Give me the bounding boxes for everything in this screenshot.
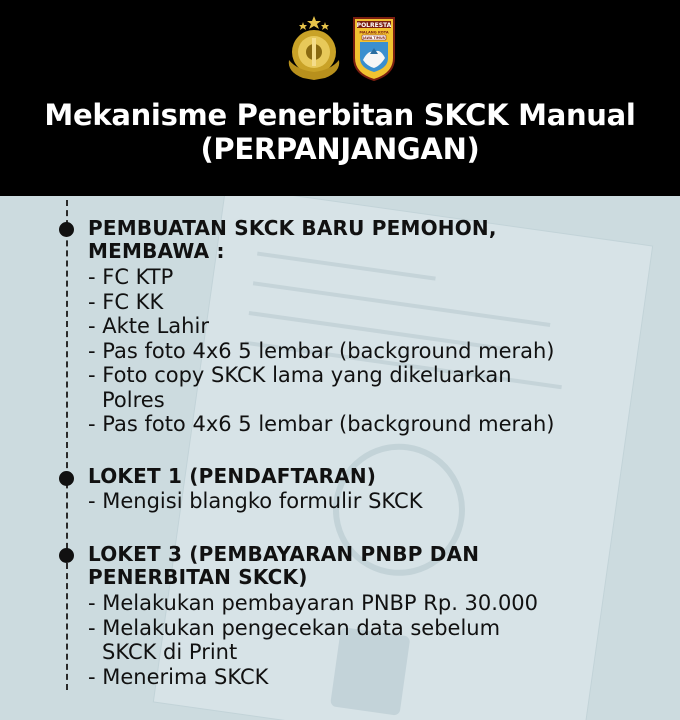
svg-text:POLRESTA: POLRESTA [356,22,392,29]
list-item: - Foto copy SKCK lama yang dikeluarkan [88,363,512,387]
requirement-list [88,265,555,437]
timeline-bullet [59,222,74,237]
section-heading: LOKET 3 (PEMBAYARAN PNBP DAN PENERBITAN SKCK) [88,542,480,589]
list-item-continued: SKCK di Print [102,640,238,664]
list-item: - Pas foto 4x6 5 lembar (background merah) [88,412,555,436]
section-heading: PEMBUATAN SKCK BARU PEMOHON, MEMBAWA : [88,216,497,263]
timeline-line [66,200,68,690]
list-item: - Melakukan pembayaran PNBP Rp. 30.000 [88,591,539,615]
list-item-continued: Polres [102,387,165,412]
list-item: - Pas foto 4x6 5 lembar (background merah) [88,338,555,363]
list-item: - Akte Lahir [88,314,209,338]
content-area [0,196,680,720]
police-emblem-icon [283,14,345,82]
timeline-bullet [59,471,74,486]
page-title [0,98,680,166]
step-list [88,489,422,514]
title-line-1: Mekanisme Penerbitan SKCK Manual [44,98,636,132]
step-list [88,591,538,689]
title-line-2: (PERPANJANGAN) [200,132,480,166]
list-item: - Menerima SKCK [88,664,269,689]
timeline-bullet [59,548,74,563]
list-item: - Mengisi blangko formulir SKCK [88,489,423,513]
svg-text:JAWA TIMUR: JAWA TIMUR [362,36,386,40]
list-item: - Melakukan pengecekan data sebelum [88,615,501,640]
section-heading: LOKET 1 (PENDAFTARAN) [88,464,377,488]
svg-text:MALANG KOTA: MALANG KOTA [359,30,389,35]
logos [0,12,680,84]
list-item: - FC KTP [88,265,174,289]
list-item: - FC KK [88,289,164,314]
header [0,0,680,196]
polres-badge-icon [352,14,396,82]
